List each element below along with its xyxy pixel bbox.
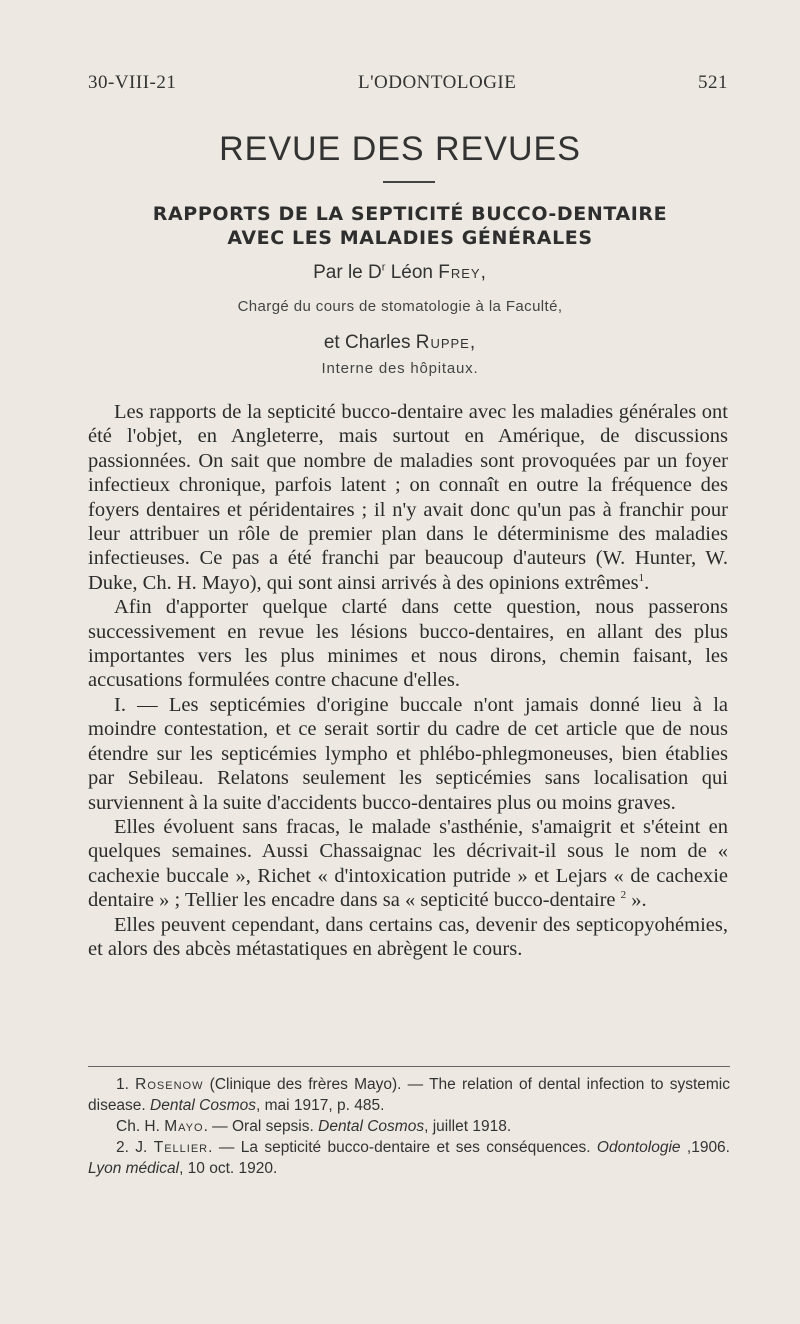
footnote-date: , juillet 1918. <box>424 1118 512 1135</box>
article-body <box>88 400 728 961</box>
paragraph-text: Elles évoluent sans fracas, le malade s'asthénie, s'amaigrit et s'éteint en quelques semaines. Aussi Chassaignac les décrivait-il sous le nom de « cachexie buccale », Richet « d'intoxication putride » et Lejars « de cachexie dentaire » ; Tellier les encadre dans sa « septicité bucco-dentaire <box>88 815 728 912</box>
paragraph-5: Elles peuvent cependant, dans certains cas, devenir des septicopyohémies, et alors des abcès métastatiques en abrègent le cours. <box>88 913 728 960</box>
footnote-text: (Clinique des frères Mayo). — The relation of dental infection to systemic disease. <box>88 1076 730 1114</box>
author-affiliation-1: Chargé du cours de stomatologie à la Faculté, <box>237 298 563 315</box>
footnote-journal: Dental Cosmos <box>150 1097 257 1114</box>
author-affiliation-2: Interne des hôpitaux. <box>321 360 479 377</box>
section-title: REVUE DES REVUES <box>219 130 581 168</box>
footnote-number: 1. <box>116 1076 136 1093</box>
paragraph-text: Les rapports de la septicité bucco-dentaire avec les maladies générales ont été l'objet, en Angleterre, mais surtout en Amérique, de discussions passionnées. On sait que nombre de maladies sont provoquées par un foyer infectieux chronique, parfois latent ; on connaît en outre la fréquence des foyers dentaires et péridentaires ; il n'y avait donc qu'un pas à franchir pour leur attribuer un rôle de premier plan dans le déterminisme des maladies infectieuses. Ce pas a été franchi par beaucoup d'auteurs (W. Hunter, W. Duke, Ch. H. Mayo), qui sont ainsi arrivés à des opinions extrêmes <box>88 401 728 594</box>
journal-name: L'ODONTOLOGIE <box>357 72 517 93</box>
footnote-year: ,1906. <box>680 1139 730 1156</box>
title-divider <box>383 181 435 183</box>
article-title <box>60 202 760 250</box>
paragraph-1 <box>88 400 728 595</box>
footnotes <box>88 1074 730 1179</box>
footnote-text: . — La septicité bucco-dentaire et ses conséquences. <box>208 1139 597 1156</box>
author-byline-1 <box>0 262 800 284</box>
footnote-1 <box>88 1074 730 1116</box>
footnote-author: Tellier <box>153 1139 209 1156</box>
paragraph-4 <box>88 815 728 913</box>
paragraph-end: ». <box>626 889 647 912</box>
footnote-author: Rosenow <box>135 1076 204 1093</box>
paragraph-end: . <box>644 571 650 594</box>
footnote-journal: Dental Cosmos <box>318 1118 425 1135</box>
author-surname: Ruppe, <box>415 332 477 353</box>
footnote-ref: 1 <box>638 572 645 585</box>
author-first-name: Léon <box>385 262 439 283</box>
article-title-line-1: RAPPORTS DE LA SEPTICITÉ BUCCO-DENTAIRE <box>152 203 668 225</box>
footnote-journal: Odontologie <box>596 1139 681 1156</box>
author-surname: Frey, <box>438 262 487 283</box>
footnote-text: . — Oral sepsis. <box>203 1118 319 1135</box>
footnote-1b <box>88 1116 730 1137</box>
paragraph-3: I. — Les septicémies d'origine buccale n'ont jamais donné lieu à la moindre contestation, et ce serait sortir du cadre de cet article que de nous étendre sur les septicémies lympho et phlébo-phlegmoneuses, bien établies par Sebileau. Relatons seulement les septicémies sans localisation qui surviennent à la suite d'accidents bucco-dentaires plus ou moins graves. <box>88 693 728 814</box>
footnote-journal: Lyon médical <box>88 1160 180 1177</box>
footnote-date: , 10 oct. 1920. <box>179 1160 278 1177</box>
footnote-divider <box>88 1066 730 1067</box>
footnote-prefix: Ch. H. <box>116 1118 165 1135</box>
byline-prefix: Par le D <box>313 262 382 283</box>
author-byline-2 <box>0 332 800 354</box>
footnote-date: , mai 1917, p. 485. <box>256 1097 385 1114</box>
footnote-2 <box>88 1137 730 1179</box>
paragraph-2: Afin d'apporter quelque clarté dans cette question, nous passerons successivement en revue les lésions bucco-dentaires, en allant des plus importantes vers les plus minimes et nous dirons, chemin faisant, les accusations formulées contre chacune d'elles. <box>88 596 728 692</box>
running-head <box>88 72 728 94</box>
footnote-number: 2. J. <box>116 1139 154 1156</box>
byline-prefix: et Charles <box>323 332 416 353</box>
footnote-ref: 2 <box>620 889 627 902</box>
article-title-line-2: AVEC LES MALADIES GÉNÉRALES <box>227 227 593 249</box>
issue-date: 30-VIII-21 <box>88 72 177 93</box>
page-number: 521 <box>698 72 728 93</box>
byline-sup: r <box>381 261 386 274</box>
footnote-author: Mayo <box>164 1118 204 1135</box>
